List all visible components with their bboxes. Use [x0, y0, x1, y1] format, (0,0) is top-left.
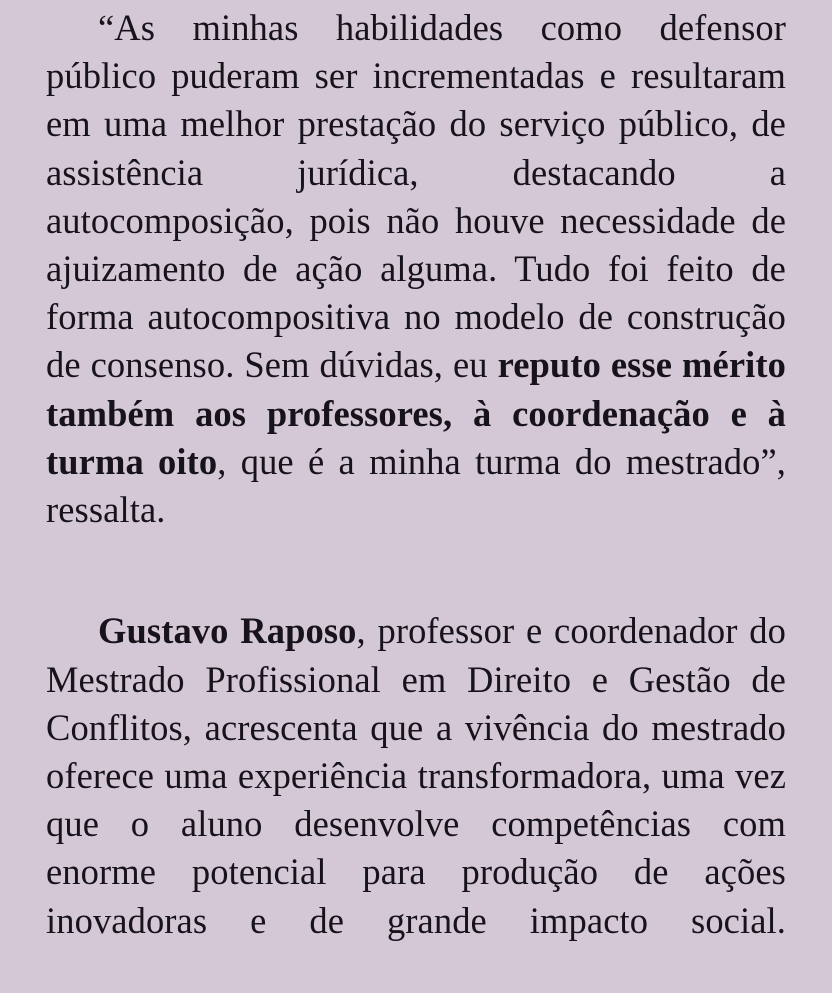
- person-name: Gustavo Raposo: [98, 610, 357, 652]
- source-text: , professor e coordenador do Mestrado Profissional em Direito e Gestão de Conflitos, acrescenta que a vivência do mestrado oferece uma experiência transformadora, uma vez que o aluno desenvolve competências com enorme potencial para produção de ações inovadoras e de grande impacto social.: [46, 610, 786, 941]
- quote-text-part-1: “As minhas habilidades como defensor público puderam ser incrementadas e resultaram em uma melhor prestação do serviço público, de assistência jurídica, destacando a autocomposição, pois não houve necessidade de ajuizamento de ação alguma. Tudo foi feito de forma autocompositiva no modelo de construção de consenso. Sem dúvidas, eu: [46, 7, 786, 386]
- quote-emphasis-text: reputo esse mérito também aos professores, à coordenação e à turma oito: [46, 344, 786, 482]
- source-paragraph: [46, 607, 786, 993]
- quote-paragraph: [46, 4, 786, 582]
- quote-text-part-2: , que é a minha turma do mestrado”, ressalta.: [46, 440, 786, 531]
